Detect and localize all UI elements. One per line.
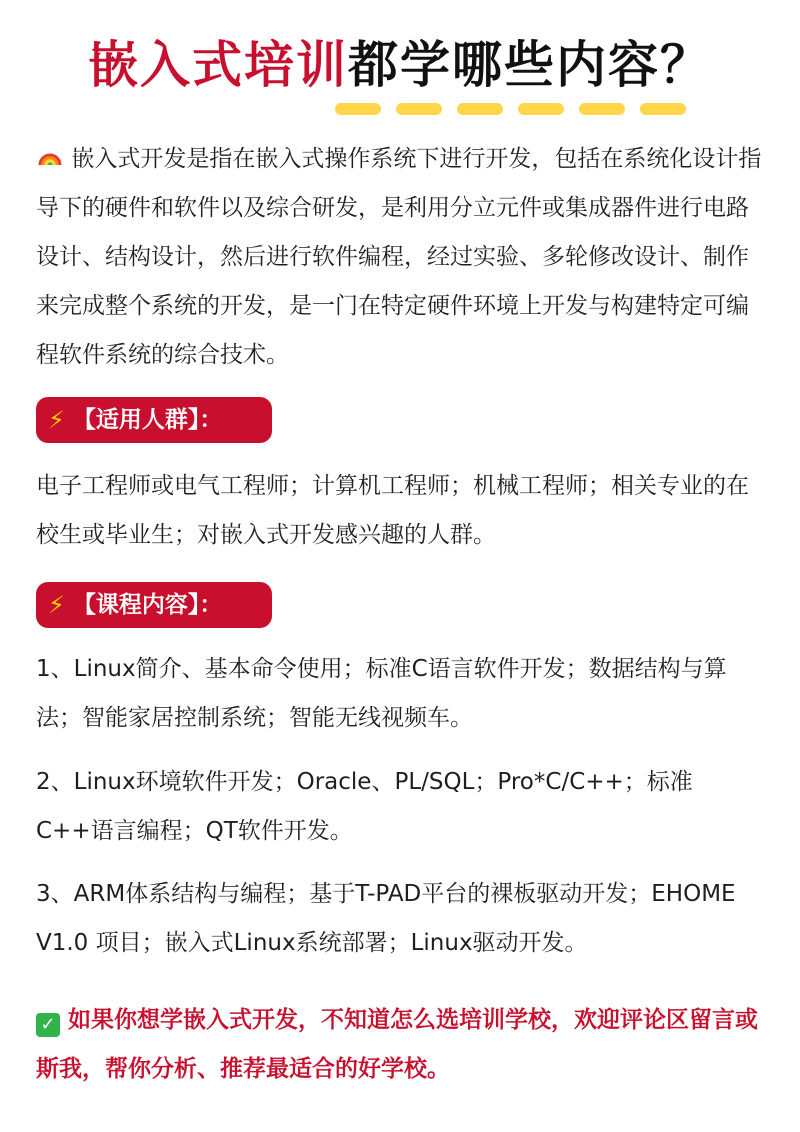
dash	[335, 103, 381, 115]
lightning-icon: ⚡	[48, 591, 65, 619]
dash	[579, 103, 625, 115]
courses-section-label	[36, 582, 272, 628]
audience-section-label	[36, 397, 272, 443]
dash	[518, 103, 564, 115]
call-to-action	[36, 996, 766, 1094]
audience-paragraph: 电子工程师或电气工程师；计算机工程师；机械工程师；相关专业的在校生或毕业生；对嵌入式开发感兴趣的人群。	[36, 473, 749, 548]
title-highlight: 嵌入式培训	[88, 36, 348, 94]
dash	[457, 103, 503, 115]
course-item: 2、Linux环境软件开发；Oracle、PL/SQL；Pro*C/C++；标准C++语言编程；QT软件开发。	[36, 769, 693, 844]
rainbow-icon	[36, 135, 64, 184]
check-icon: ✓	[36, 1013, 60, 1037]
intro-paragraph	[36, 135, 766, 380]
cta-text: 如果你想学嵌入式开发，不知道怎么选培训学校，欢迎评论区留言或斯我，帮你分析、推荐最适合的好学校。	[36, 1007, 758, 1082]
title-underline-dashes	[335, 103, 695, 117]
title-rest: 都学哪些内容？	[348, 36, 712, 94]
courses-label-text: 【课程内容】：	[72, 592, 223, 618]
audience-label-text: 【适用人群】：	[72, 407, 223, 433]
course-item: 1、Linux简介、基本命令使用；标准C语言软件开发；数据结构与算法；智能家居控制系统；智能无线视频车。	[36, 656, 727, 731]
dash	[640, 103, 686, 115]
page-title	[0, 30, 800, 100]
intro-text: 嵌入式开发是指在嵌入式操作系统下进行开发，包括在系统化设计指导下的硬件和软件以及综合研发，是利用分立元件或集成器件进行电路设计、结构设计，然后进行软件编程，经过实验、多轮修改设计、制作来完成整个系统的开发，是一门在特定硬件环境上开发与构建特定可编程软件系统的综合技术。	[36, 146, 762, 368]
dash	[396, 103, 442, 115]
lightning-icon: ⚡	[48, 406, 65, 434]
course-item: 3、ARM体系结构与编程；基于T-PAD平台的裸板驱动开发；EHOME V1.0 项目；嵌入式Linux系统部署；Linux驱动开发。	[36, 881, 736, 956]
